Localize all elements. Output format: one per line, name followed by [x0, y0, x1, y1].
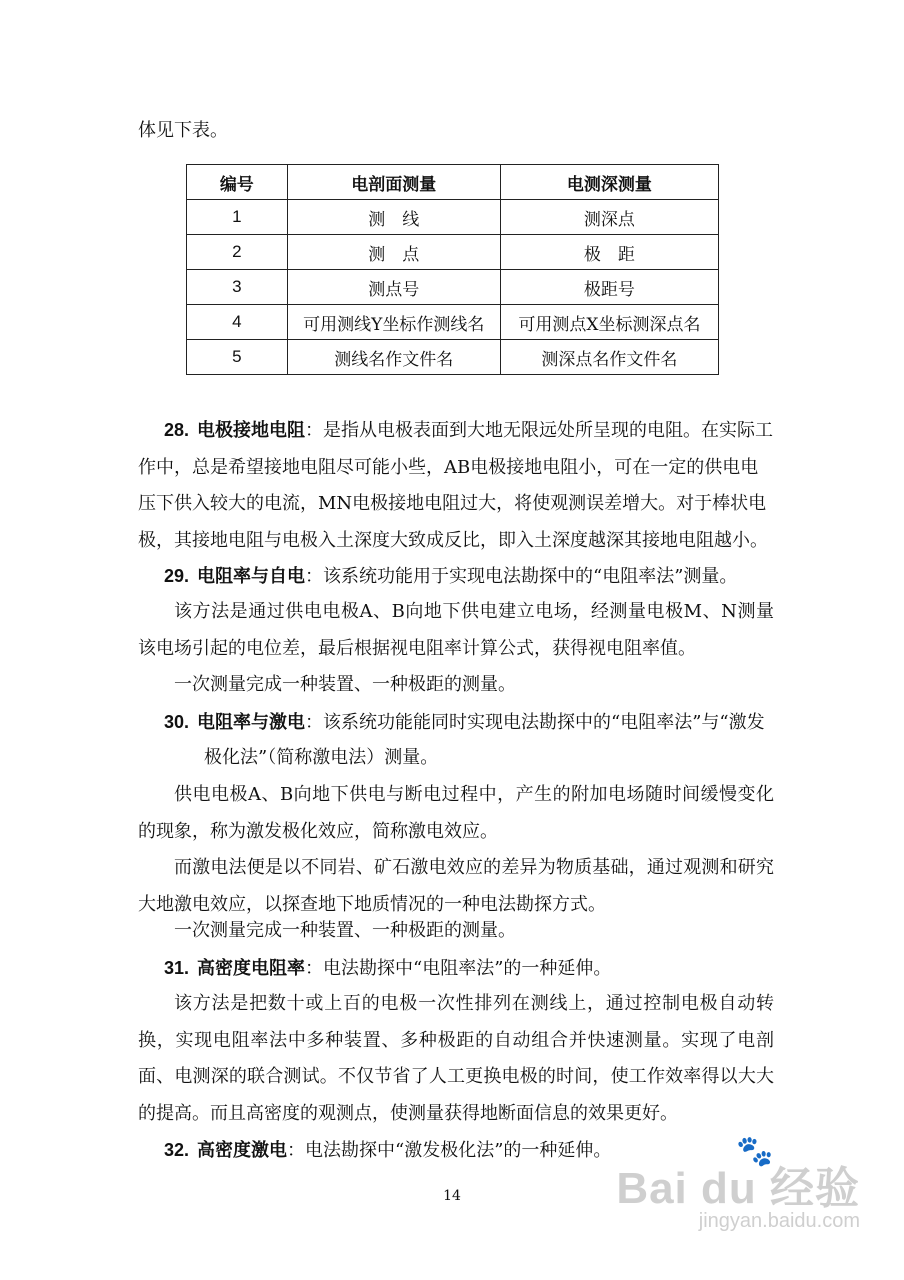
watermark	[616, 1134, 860, 1233]
table-cell: 测 点	[287, 235, 500, 270]
table-cell: 2	[187, 235, 288, 270]
table-row	[187, 270, 719, 305]
paragraph: 该方法是把数十或上百的电极一次性排列在测线上，通过控制电极自动转换，实现电阻率法中多种装置、多种极距的自动组合并快速测量。实现了电剖面、电测深的联合测试。不仅节省了人工更换电极的时间，使工作效率得以大大的提高。而且高密度的观测点，使测量获得地断面信息的效果更好。	[138, 993, 774, 1124]
table-row	[187, 305, 719, 340]
table-cell: 可用测线Y坐标作测线名	[287, 305, 500, 340]
section-28	[138, 412, 774, 559]
section-number: 28.	[164, 420, 190, 440]
table-row	[187, 200, 719, 235]
section-title: 电极接地电阻	[197, 420, 306, 441]
table-cell: 1	[187, 200, 288, 235]
section-title: 电阻率与激电	[197, 712, 306, 733]
table-cell: 5	[187, 340, 288, 375]
section-number: 30.	[164, 712, 190, 732]
table-cell: 极 距	[500, 235, 718, 270]
section-29	[138, 558, 774, 596]
intro-text: 体见下表。	[138, 120, 228, 141]
table-cell: 3	[187, 270, 288, 305]
paragraph: 一次测量完成一种装置、一种极距的测量。	[174, 920, 516, 941]
section-30-cont: 极化法”（简称激电法）测量。	[204, 747, 439, 768]
section-title: 高密度电阻率	[197, 958, 306, 979]
table-header: 电测深测量	[500, 165, 718, 200]
section-text: ：电法勘探中“电阻率法”的一种延伸。	[305, 958, 612, 979]
comparison-table	[186, 164, 719, 375]
table-row	[187, 235, 719, 270]
section-number: 32.	[164, 1140, 190, 1160]
table-cell: 测线名作文件名	[287, 340, 500, 375]
table-row	[187, 340, 719, 375]
paw-icon: 🐾	[736, 1134, 774, 1169]
table-cell: 可用测点X坐标测深点名	[500, 305, 718, 340]
paragraph: 该方法是通过供电电极A、B向地下供电建立电场，经测量电极M、N测量该电场引起的电位差，最后根据视电阻率计算公式，获得视电阻率值。	[138, 601, 774, 659]
table-header: 电剖面测量	[287, 165, 500, 200]
table-cell: 测深点名作文件名	[500, 340, 718, 375]
table-header: 编号	[187, 165, 288, 200]
section-text: ：电法勘探中“激发极化法”的一种延伸。	[287, 1140, 612, 1161]
table-cell: 极距号	[500, 270, 718, 305]
watermark-url: jingyan.baidu.com	[698, 1210, 860, 1232]
section-text: ：该系统功能能同时实现电法勘探中的“电阻率法”与“激发	[305, 712, 765, 733]
section-number: 29.	[164, 566, 190, 586]
section-text: ：该系统功能用于实现电法勘探中的“电阻率法”测量。	[305, 566, 738, 587]
table-header-row	[187, 165, 719, 200]
section-title: 电阻率与自电	[197, 566, 306, 587]
paragraph: 供电电极A、B向地下供电与断电过程中，产生的附加电场随时间缓慢变化的现象，称为激发极化效应，简称激电效应。	[138, 784, 774, 842]
section-31	[138, 950, 774, 988]
paragraph: 一次测量完成一种装置、一种极距的测量。	[174, 674, 516, 695]
table-cell: 测点号	[287, 270, 500, 305]
section-30	[138, 704, 774, 742]
section-number: 31.	[164, 958, 190, 978]
table-cell: 4	[187, 305, 288, 340]
table-cell: 测 线	[287, 200, 500, 235]
section-title: 高密度激电	[197, 1140, 288, 1161]
watermark-logo: Bai du 经验	[616, 1164, 860, 1213]
table-cell: 测深点	[500, 200, 718, 235]
section-text: ：是指从电极表面到大地无限远处所呈现的电阻。在实际工作中，总是希望接地电阻尽可能小些，AB电极接地电阻小，可在一定的供电电压下供入较大的电流，MN电极接地电阻过大，将使观测误差增大。对于棒状电极，其接地电阻与电极入土深度大致成反比，即入土深度越深其接地电阻越小。	[138, 420, 774, 551]
paragraph: 而激电法便是以不同岩、矿石激电效应的差异为物质基础，通过观测和研究大地激电效应，以探查地下地质情况的一种电法勘探方式。	[138, 857, 774, 915]
page-number: 14	[443, 1188, 461, 1204]
